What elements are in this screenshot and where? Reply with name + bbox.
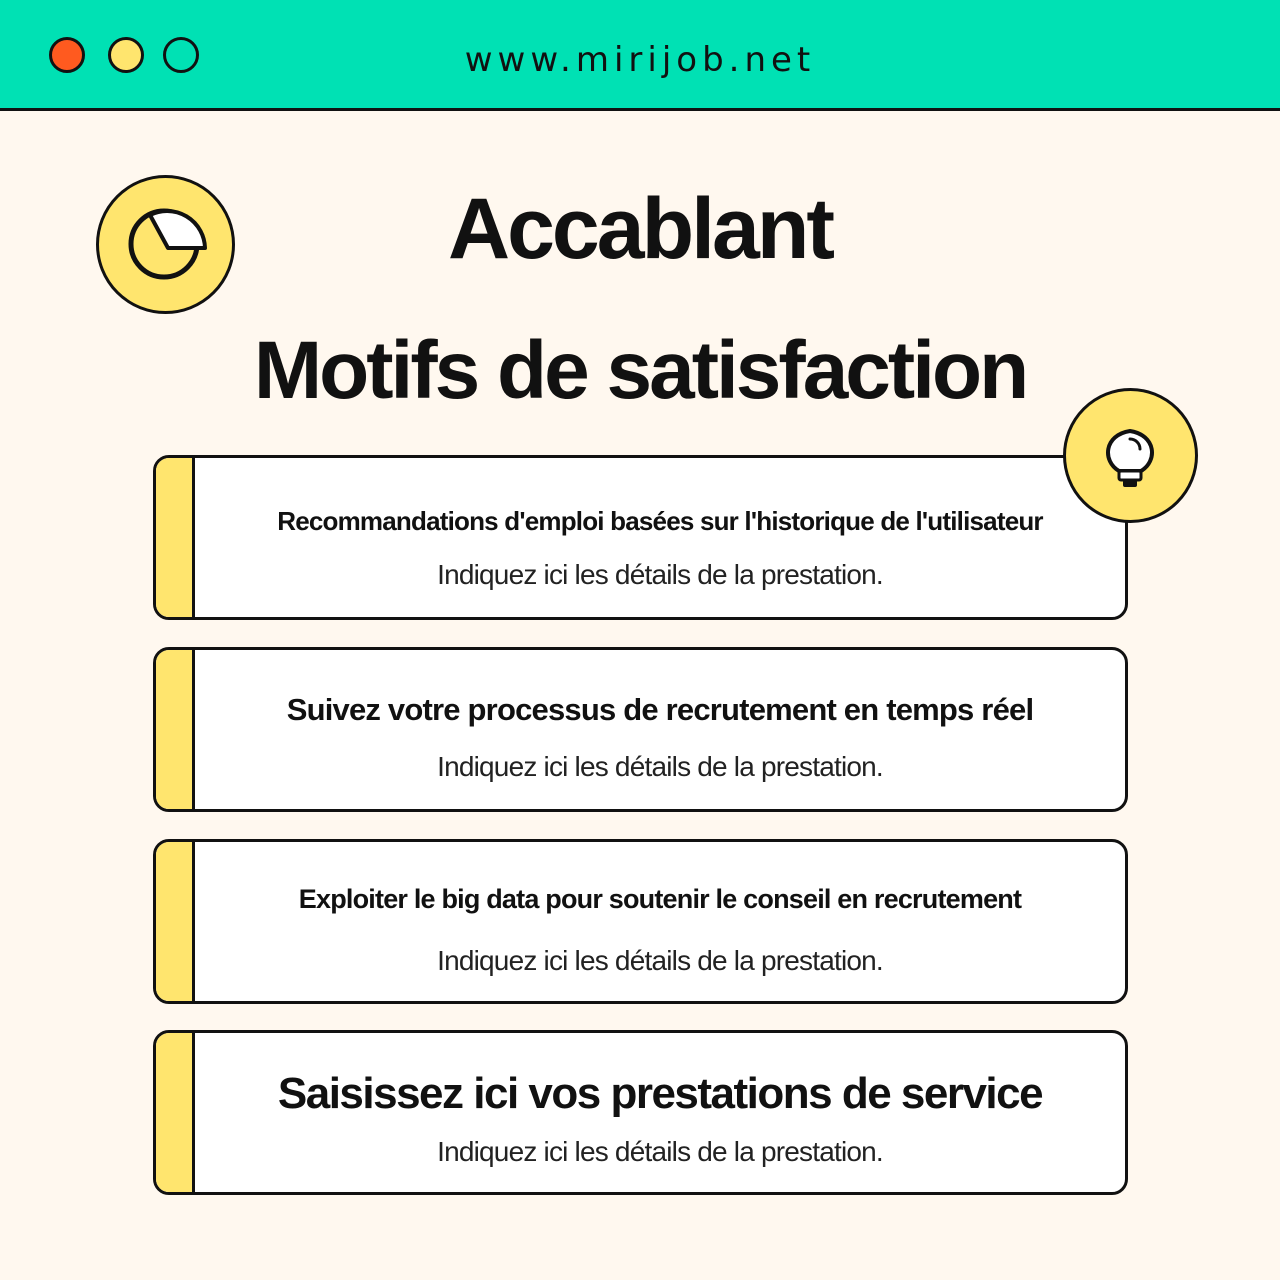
service-card [153, 1030, 1128, 1195]
service-card [153, 839, 1128, 1004]
service-card [153, 455, 1128, 620]
card-heading: Recommandations d'emploi basées sur l'historique de l'utilisateur [277, 506, 1043, 536]
card-heading: Exploiter le big data pour soutenir le conseil en recrutement [298, 884, 1022, 914]
page-title-line-1: Accablant [447, 181, 833, 277]
card-accent-stripe [156, 842, 195, 1001]
browser-header-bar [0, 0, 1280, 111]
card-heading: Saisissez ici vos prestations de service [277, 1069, 1043, 1118]
page-title-line-2: Motifs de satisfaction [253, 325, 1027, 416]
card-detail: Indiquez ici les détails de la prestation. [437, 751, 883, 782]
card-detail: Indiquez ici les détails de la prestation. [437, 559, 883, 590]
card-accent-stripe [156, 458, 195, 617]
card-detail: Indiquez ici les détails de la prestation. [437, 945, 883, 976]
card-detail: Indiquez ici les détails de la prestation. [437, 1136, 883, 1167]
service-card [153, 647, 1128, 812]
card-heading: Suivez votre processus de recrutement en temps réel [286, 692, 1034, 727]
card-accent-stripe [156, 650, 195, 809]
lightbulb-icon [1063, 388, 1198, 523]
url-address[interactable]: www.mirijob.net [464, 40, 816, 80]
card-accent-stripe [156, 1033, 195, 1192]
